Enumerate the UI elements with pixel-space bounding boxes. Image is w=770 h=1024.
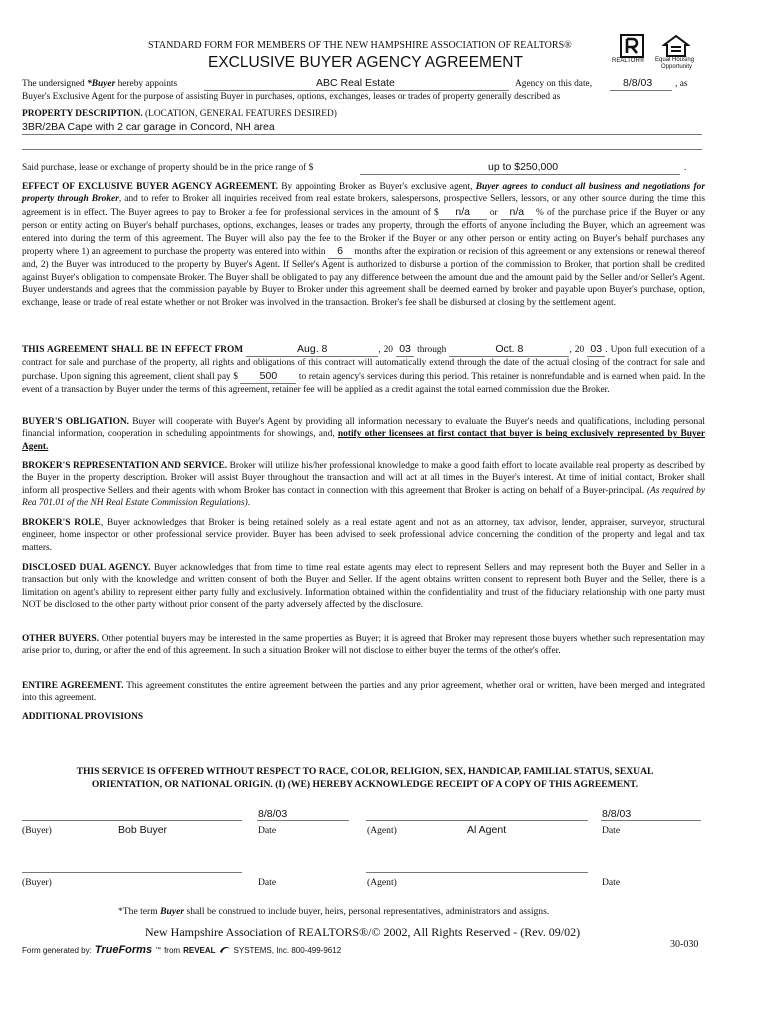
broker-representation-section: BROKER'S REPRESENTATION AND SERVICE. Broker will utilize his/her professional knowledge to make a good faith effort to locate available real property as described by the Buyer in the property description. Broker will assist Buyer throughout the transaction and will act at all times in the Buyer's interest. At time of initial contact, Broker shall inform all prospective Sellers and their agents with whom Broker has contact in connection with this agreement that Broker is acting on behalf of a Buyer-principal. (As required by Rea 701.01 of the NH Real Estate Commission Regulations).: [22, 461, 705, 509]
fee-percent-field[interactable]: n/a: [501, 206, 533, 220]
agent-label-2: (Agent): [367, 877, 397, 888]
buyer-label-1: (Buyer): [22, 825, 52, 836]
date-label-2: Date: [602, 825, 621, 836]
term-end-field[interactable]: Oct. 8: [449, 343, 569, 357]
opportunity-label: Opportunity: [661, 64, 693, 70]
reveal-swirl-icon: [219, 945, 231, 955]
price-range-field[interactable]: up to $250,000: [360, 161, 680, 175]
term-end-year-field[interactable]: 03: [587, 343, 605, 357]
buyer-label-2: (Buyer): [22, 877, 52, 888]
fee-amount-field[interactable]: n/a: [439, 206, 487, 220]
intro-line: The undersigned *Buyer hereby appoints ABC Real Estate Agency on this date, 8/8/03 , as: [22, 77, 688, 89]
equal-housing-label: Equal Housing: [655, 57, 695, 63]
buyer-term: *Buyer: [87, 79, 116, 89]
effect-section: EFFECT OF EXCLUSIVE BUYER AGENCY AGREEMENT. By appointing Broker as Buyer's exclusive agent, Buyer agrees to conduct all business and negotiations for property through Broker, and to refer to Broker all inquiries received from real estate brokers, salespersons, prospective Sellers, lessors, or any other source during the time this agreement is in effect. The Buyer agrees to pay to Broker a fee for professional services in the amount of $ n/a or n/a % of the purchase price if the Buyer or any person or entity acting on Buyer's behalf purchases, options, exchanges, leases or trades any property, through the efforts of anyone including the Buyer, which an agreement was entered into during the term of this agreement. The Buyer will also pay the fee to the Broker if the Buyer or any other person or entity acting on Buyer's behalf purchases any property where 1) an agreement to purchase the property was entered into within 6 months after the expiration or recision of this agreement or any extensions or renewal thereof and, 2) the Buyer was introduced to the property by Buyer's Agent. If Seller's Agent is authorized to disburse a portion of the commission to Broker, that portion shall be credited against Buyer's obligation to compensate Broker. The Buyer shall be obligated to pay any difference between the amount due and the amount paid by the Seller and/or Seller's Agent. Buyer understands and agrees that the commission payable by Buyer to Broker under this agreement shall be deemed earned by broker and payable upon Buyer's purchase, option, exchange, lease or trade of real estate whether or not Broker was involved in the transaction. Broker's fee shall be disbursed at closing by the settlement agent.: [22, 182, 706, 308]
dual-agency-section: DISCLOSED DUAL AGENCY. Buyer acknowledges that from time to time real estate agents may elect to represent Sellers and may represent both the Buyer and Seller in a transaction but only with the knowledge and written consent of both the Buyer and Seller. If the agent obtains written consent to represent both Buyer and the Seller, there is a limitation on agent's ability to represent either party fully and exclusively. Information obtained within the confidentiality and trust of the fiduciary relationship with one party must NOT be disclosed to the other party without prior consent of the party adversely affected by the disclosure.: [22, 563, 706, 611]
agency-name-field[interactable]: ABC Real Estate: [204, 78, 509, 91]
agent-label-1: (Agent): [367, 825, 397, 836]
buyer-term-definition: *The term Buyer shall be construed to include buyer, heirs, personal representatives, administrators and assigns.: [118, 906, 550, 917]
buyer-obligation-section: BUYER'S OBLIGATION. Buyer will cooperate with Buyer's Agent by providing all information necessary to evaluate the Buyer's needs and qualifications, including personal financial information, cooperation in scheduling appointments for showings, and, notify other licensees at first contact that buyer is being exclusively represented by Buyer Agent.: [22, 417, 705, 452]
property-description-line-2[interactable]: [22, 136, 702, 150]
realtor-mark-label: REALTOR®: [612, 58, 645, 64]
months-field[interactable]: 6: [328, 245, 352, 259]
entire-agreement-section: ENTIRE AGREEMENT. This agreement constitutes the entire agreement between the parties and any prior agreement, whether oral or written, have been merged and integrated into this agreement.: [22, 681, 705, 704]
term-start-field[interactable]: Aug. 8: [246, 343, 378, 357]
form-generator-credit: Form generated by: TrueForms ™ from REVEAL SYSTEMS, Inc. 800-499-9612: [22, 944, 342, 956]
term-start-year-field[interactable]: 03: [396, 343, 414, 357]
non-discrimination-notice: THIS SERVICE IS OFFERED WITHOUT RESPECT TO RACE, COLOR, RELIGION, SEX, HANDICAP, FAMILIAL STATUS, SEXUAL ORIENTATION, OR NATIONAL ORIGIN. (I) (WE) HEREBY ACKNOWLEDGE RECEIPT OF A COPY OF THIS AGREEMENT.: [76, 766, 654, 790]
agreement-date-field[interactable]: 8/8/03: [610, 78, 672, 91]
reveal-logo: REVEAL: [183, 945, 216, 955]
intro-line-2: Buyer's Exclusive Agent for the purpose of assisting Buyer in purchases, options, exchanges, leases or trades of property generally described as: [22, 92, 561, 102]
agent-date-line-1[interactable]: 8/8/03: [601, 808, 701, 821]
realtor-logo-icon: [620, 34, 644, 58]
buyer-date-line-1[interactable]: 8/8/03: [257, 808, 349, 821]
date-label-3: Date: [258, 877, 277, 888]
property-description-heading: PROPERTY DESCRIPTION. (LOCATION, GENERAL FEATURES DESIRED): [22, 109, 337, 119]
retainer-field[interactable]: 500: [240, 370, 296, 384]
agent-signature-line-1[interactable]: [366, 808, 588, 821]
agent-name: Al Agent: [467, 824, 507, 836]
buyer-name: Bob Buyer: [118, 824, 168, 836]
additional-provisions-heading: ADDITIONAL PROVISIONS: [22, 712, 144, 722]
standard-form-heading: STANDARD FORM FOR MEMBERS OF THE NEW HAMPSHIRE ASSOCIATION OF REALTORS®: [148, 40, 572, 51]
price-range-line: Said purchase, lease or exchange of property should be in the price range of $ up to $250,000 .: [22, 161, 687, 173]
property-description-field[interactable]: 3BR/2BA Cape with 2 car garage in Concord, NH area: [22, 121, 702, 135]
broker-role-section: BROKER'S ROLE, Buyer acknowledges that Broker is being retained solely as a real estate agent and not as an attorney, tax advisor, lender, appraiser, surveyor, structural engineer, home inspector or other professional service provider. Buyer has been advised to seek professional advice concerning the condition of the property and legal and tax matters.: [22, 518, 705, 553]
equal-housing-icon: [662, 34, 690, 58]
document-title: EXCLUSIVE BUYER AGENCY AGREEMENT: [208, 54, 523, 71]
form-code: 30-030: [670, 939, 699, 950]
trueforms-logo: TrueForms: [94, 944, 153, 956]
term-section: THIS AGREEMENT SHALL BE IN EFFECT FROM Aug. 8 , 20 03 through Oct. 8 , 20 03 . Upon full execution of a contract for sale and purchase of the property, all rights and obligations of this contract will automatically extend through the date of the actual closing of the contract for sale and purchase. Upon signing this agreement, client shall pay $ 500 to retain agency's services during this period. This retainer is nonrefundable and is earned when paid. In the event of a transaction by Buyer under the terms of this agreement, retainer fee will be applied as a credit against the total earned commission due the Broker.: [22, 343, 706, 396]
copyright-notice: New Hampshire Association of REALTORS®/© 2002, All Rights Reserved - (Rev. 09/02): [145, 925, 581, 939]
buyer-signature-line-1[interactable]: [22, 808, 242, 821]
buyer-signature-line-2[interactable]: [22, 860, 242, 873]
date-label-4: Date: [602, 877, 621, 888]
other-buyers-section: OTHER BUYERS. Other potential buyers may be interested in the same properties as Buyer; it is agreed that Broker may represent those buyers whether such representation may arise prior to, during, or after the end of this agreement. In such a situation Broker will not disclose to either buyer the terms of the other's offer.: [22, 634, 705, 657]
date-label-1: Date: [258, 825, 277, 836]
agent-signature-line-2[interactable]: [366, 860, 588, 873]
